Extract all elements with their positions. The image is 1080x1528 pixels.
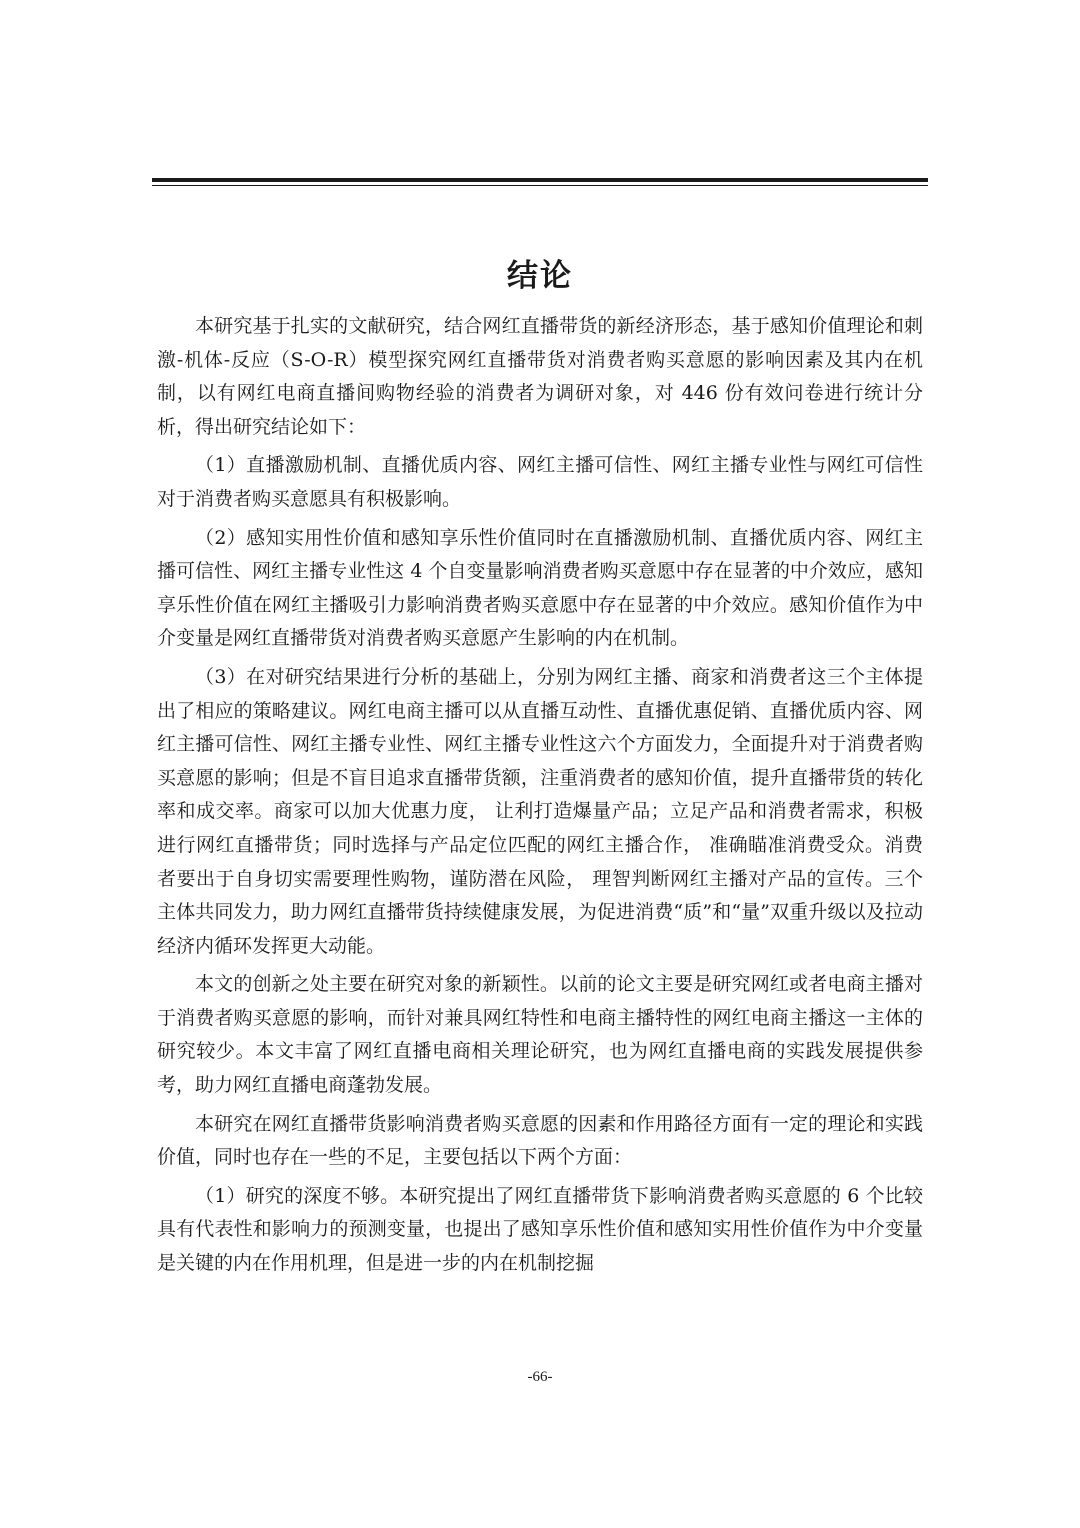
header-rule-thin [152, 185, 928, 186]
paragraph-conclusion-2: （2）感知实用性价值和感知享乐性价值同时在直播激励机制、直播优质内容、网红主播可信性、网红主播专业性这 4 个自变量影响消费者购买意愿中存在显著的中介效应，感知享乐性价值在网红主播吸引力影响消费者购买意愿中存在显著的中介效应。感知价值作为中介变量是网红直播带货对消费者购买意愿产生影响的内在机制。 [157, 526, 923, 650]
page-number: -66- [527, 1369, 553, 1385]
paragraph-conclusion-1: （1）直播激励机制、直播优质内容、网红主播可信性、网红主播专业性与网红可信性对于消费者购买意愿具有积极影响。 [157, 454, 923, 510]
paragraph-conclusion-3: （3）在对研究结果进行分析的基础上，分别为网红主播、商家和消费者这三个主体提出了相应的策略建议。网红电商主播可以从直播互动性、直播优惠促销、直播优质内容、网红主播可信性、网红主播专业性、网红主播专业性这六个方面发力，全面提升对于消费者购买意愿的影响；但是不盲目追求直播带货额，注重消费者的感知价值，提升直播带货的转化率和成交率。商家可以加大优惠力度， 让利打造爆量产品；立足产品和消费者需求，积极进行网红直播带货；同时选择与产品定位匹配的网红主播合作， 准确瞄准消费受众。消费者要出于自身切实需要理性购物，谨防潜在风险， 理智判断网红主播对产品的宣传。三个主体共同发力，助力网红直播带货持续健康发展，为促进消费“质”和“量”双重升级以及拉动经济内循环发挥更大动能。 [157, 665, 923, 957]
body-text [157, 310, 923, 1286]
paragraph-limitation-1: （1）研究的深度不够。本研究提出了网红直播带货下影响消费者购买意愿的 6 个比较具有代表性和影响力的预测变量，也提出了感知享乐性价值和感知实用性价值作为中介变量是关键的内在作用机理，但是进一步的内在机制挖掘 [157, 1184, 923, 1275]
paragraph-limitations: 本研究在网红直播带货影响消费者购买意愿的因素和作用路径方面有一定的理论和实践价值，同时也存在一些的不足，主要包括以下两个方面： [157, 1112, 923, 1169]
chapter-title: 结论 [507, 257, 573, 294]
paragraph-intro: 本研究基于扎实的文献研究，结合网红直播带货的新经济形态，基于感知价值理论和刺激-机体-反应（S-O-R）模型探究网红直播带货对消费者购买意愿的影响因素及其内在机制，以有网红电商直播间购物经验的消费者为调研对象，对 446 份有效问卷进行统计分析，得出研究结论如下： [157, 315, 923, 438]
header-rule-thick [152, 178, 928, 182]
paragraph-innovation: 本文的创新之处主要在研究对象的新颖性。以前的论文主要是研究网红或者电商主播对于消费者购买意愿的影响，而针对兼具网红特性和电商主播特性的网红电商主播这一主体的研究较少。本文丰富了网红直播电商相关理论研究，也为网红直播电商的实践发展提供参考，助力网红直播电商蓬勃发展。 [157, 973, 923, 1097]
